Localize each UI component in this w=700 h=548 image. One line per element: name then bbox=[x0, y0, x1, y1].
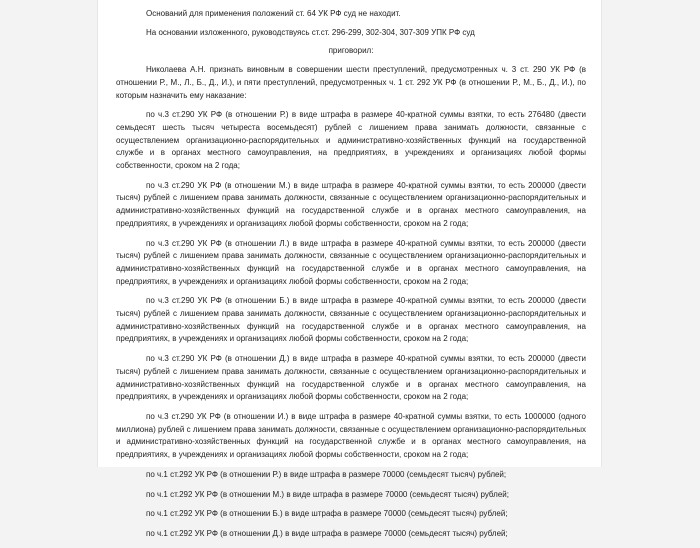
fine-paragraph: по ч.1 ст.292 УК РФ (в отношении Р.) в виде штрафа в размере 70000 (семьдесят тысяч) рублей; bbox=[146, 469, 507, 479]
fine-paragraph: по ч.1 ст.292 УК РФ (в отношении Б.) в виде штрафа в размере 70000 (семьдесят тысяч) рублей; bbox=[146, 509, 508, 519]
punishment-paragraph: по ч.3 ст.290 УК РФ (в отношении Д.) в виде штрафа в размере 40-кратной суммы взятки, то есть 200000 (двести тысяч) рублей с лишением права занимать должности, связанные с осуществлением организационно-распорядительных и административно-хозяйственных функций на государственной службе и в органах местного самоуправления, на предприятиях, в учреждениях и организациях любой формы собственности, сроком на 2 года; bbox=[116, 354, 586, 402]
fine-paragraph: по ч.1 ст.292 УК РФ (в отношении Д.) в виде штрафа в размере 70000 (семьдесят тысяч) рублей; bbox=[146, 528, 508, 538]
paragraph-intro: Николаева А.Н. признать виновным в совершении шести преступлений, предусмотренных ч. 3 ст. 290 УК РФ (в отношении Р., М., Л., Б., Д., И.), и пяти преступлений, предусмотренных ч. 1 ст. 292 УК РФ (в отношении Р., М., Б., Д., И.), по которым назначить ему наказание: bbox=[116, 65, 586, 100]
punishment-paragraph: по ч.3 ст.290 УК РФ (в отношении Р.) в виде штрафа в размере 40-кратной суммы взятки, то есть 276480 (двести семьдесят шесть тысяч четыреста восемьдесят) рублей с лишением права занимать должности, связанные с осуществлением организационно-распорядительных и административно-хозяйственных функций на государственной службе и в органах местного самоуправления, на предприятиях, в учреждениях и организациях любой формы собственности, сроком на 2 года; bbox=[116, 110, 586, 171]
paragraph-no-mitigation: Оснований для применения положений ст. 64 УК РФ суд не находит. bbox=[146, 9, 401, 18]
cut-off-line bbox=[116, 0, 586, 8]
punishment-paragraph: по ч.3 ст.290 УК РФ (в отношении Б.) в виде штрафа в размере 40-кратной суммы взятки, то есть 200000 (двести тысяч) рублей с лишением права занимать должности, связанные с осуществлением организационно-распорядительных и административно-хозяйственных функций на государственной службе и в органах местного самоуправления, на предприятиях, в учреждениях и организациях любой формы собственности, сроком на 2 года; bbox=[116, 296, 586, 344]
punishment-paragraph: по ч.3 ст.290 УК РФ (в отношении М.) в виде штрафа в размере 40-кратной суммы взятки, то есть 200000 (двести тысяч) рублей с лишением права занимать должности, связанные с осуществлением организационно-распорядительных и административно-хозяйственных функций на государственной службе и в органах местного самоуправления, на предприятиях, в учреждениях и организациях любой формы собственности, сроком на 2 года; bbox=[116, 180, 586, 228]
punishment-paragraph: по ч.3 ст.290 УК РФ (в отношении И.) в виде штрафа в размере 40-кратной суммы взятки, то есть 1000000 (одного миллиона) рублей с лишением права занимать должности, связанные с осуществлением организационно-распорядительных и административно-хозяйственных функций на государственной службе и в органах местного самоуправления, на предприятиях, в учреждениях и организациях любой формы собственности, сроком на 2 года; bbox=[116, 411, 586, 460]
fine-paragraph: по ч.1 ст.292 УК РФ (в отношении М.) в виде штрафа в размере 70000 (семьдесят тысяч) рублей; bbox=[146, 489, 509, 499]
paragraph-basis: На основании изложенного, руководствуясь ст.ст. 296-299, 302-304, 307-309 УПК РФ суд bbox=[146, 27, 475, 37]
punishment-paragraph: по ч.3 ст.290 УК РФ (в отношении Л.) в виде штрафа в размере 40-кратной суммы взятки, то есть 200000 (двести тысяч) рублей с лишением права занимать должности, связанные с осуществлением организационно-распорядительных и административно-хозяйственных функций на государственной службе и в органах местного самоуправления, на предприятиях, в учреждениях и организациях любой формы собственности, сроком на 2 года; bbox=[116, 238, 586, 286]
verdict-heading: приговорил: bbox=[328, 46, 374, 56]
document-text bbox=[116, 0, 586, 548]
